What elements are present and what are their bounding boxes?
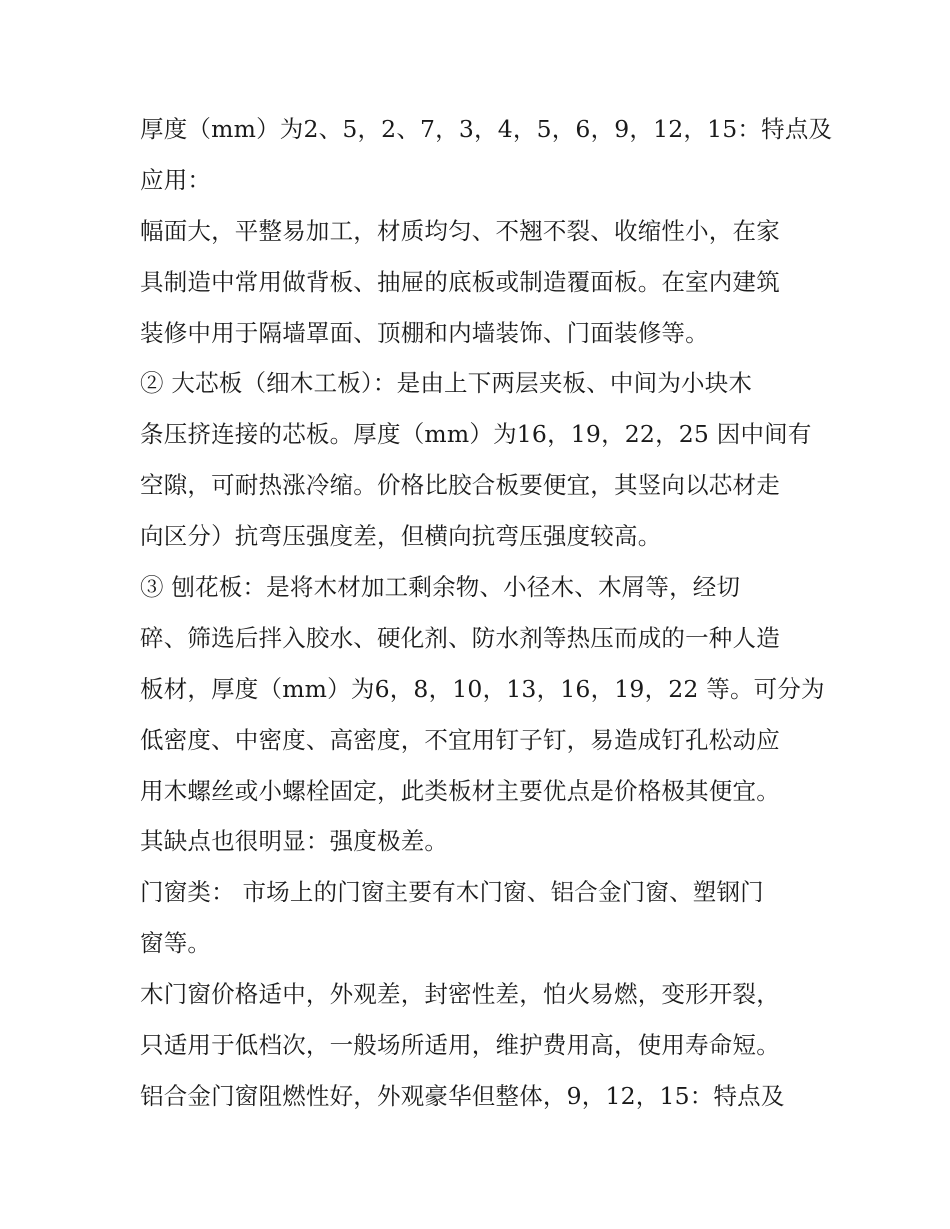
text-line: 木门窗价格适中，外观差，封密性差，怕火易燃，变形开裂， (140, 980, 780, 1009)
text-line: 厚度（mm）为2、5，2、7，3，4，5，6，9，12，15：特点及 (140, 115, 833, 143)
text-line: 空隙，可耐热涨冷缩。价格比胶合板要便宜，其竖向以芯材走 (140, 471, 780, 500)
text-line: 板材，厚度（mm）为6，8，10，13，16，19，22 等。可分为 (140, 674, 825, 703)
text-line: 其缺点也很明显：强度极差。 (140, 827, 449, 856)
text-line: 向区分）抗弯压强度差，但横向抗弯压强度较高。 (140, 522, 662, 551)
text-line: 门窗类： 市场上的门窗主要有木门窗、铝合金门窗、塑钢门 (140, 878, 764, 907)
text-line: 只适用于低档次，一般场所适用，维护费用高，使用寿命短。 (140, 1031, 780, 1060)
document-body (140, 104, 833, 1122)
text-line: 条压挤连接的芯板。厚度（mm）为16，19，22，25 因中间有 (140, 420, 812, 449)
text-line: 用木螺丝或小螺栓固定，此类板材主要优点是价格极其便宜。 (140, 776, 780, 805)
text-line: 装修中用于隔墙罩面、顶棚和内墙装饰、门面装修等。 (140, 318, 709, 347)
text-line: ③ 刨花板：是将木材加工剩余物、小径木、木屑等，经切 (140, 573, 741, 602)
text-line: 窗等。 (140, 929, 212, 958)
text-line: 铝合金门窗阻燃性好，外观豪华但整体，9，12，15：特点及 (140, 1081, 785, 1110)
text-line: ② 大芯板（细木工板）：是由上下两层夹板、中间为小块木 (140, 369, 753, 398)
text-line: 碎、筛选后拌入胶水、硬化剂、防水剂等热压而成的一种人造 (140, 623, 780, 652)
text-line: 低密度、中密度、高密度，不宜用钉子钉，易造成钉孔松动应 (140, 725, 780, 754)
text-line: 幅面大，平整易加工，材质均匀、不翘不裂、收缩性小，在家 (140, 216, 780, 245)
text-line: 应用： (140, 165, 212, 194)
text-line: 具制造中常用做背板、抽屉的底板或制造覆面板。在室内建筑 (140, 267, 780, 296)
